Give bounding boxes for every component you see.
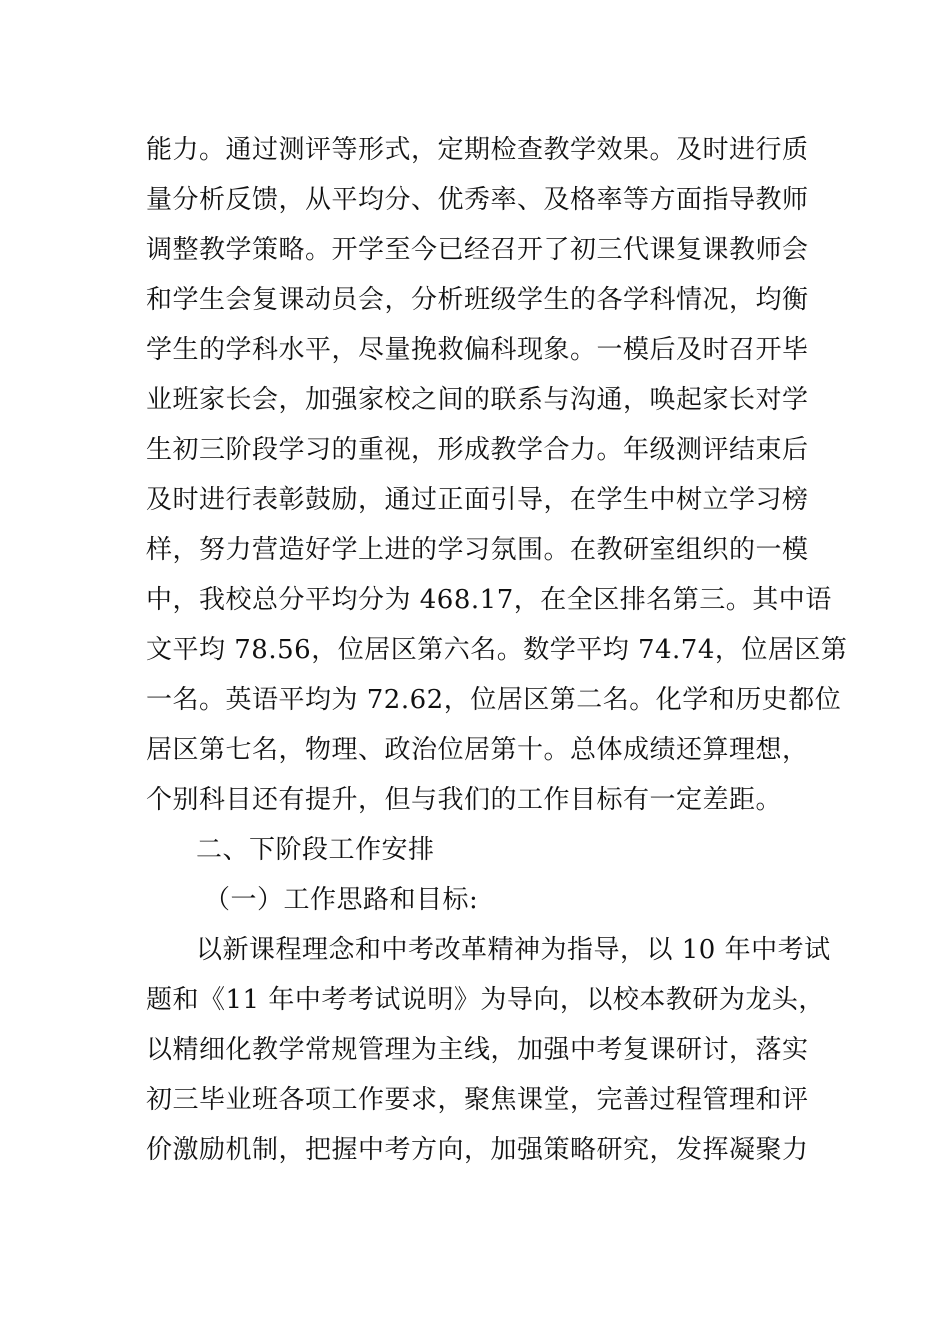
paragraph-line: 以精细化教学常规管理为主线，加强中考复课研讨，落实 <box>146 1035 809 1065</box>
paragraph-line: 及时进行表彰鼓励，通过正面引导，在学生中树立学习榜 <box>146 485 809 515</box>
paragraph-line: 学生的学科水平，尽量挽救偏科现象。一模后及时召开毕 <box>146 335 809 365</box>
paragraph-line: 题和《11 年中考考试说明》为导向，以校本教研为龙头， <box>146 985 825 1015</box>
paragraph-line: 业班家长会，加强家校之间的联系与沟通，唤起家长对学 <box>146 385 809 415</box>
paragraph-line: 文平均 78.56，位居区第六名。数学平均 74.74，位居区第 <box>146 635 848 665</box>
paragraph-line: 能力。通过测评等形式，定期检查教学效果。及时进行质 <box>146 135 809 165</box>
paragraph-line: 调整教学策略。开学至今已经召开了初三代课复课教师会 <box>146 235 809 265</box>
paragraph-line: 初三毕业班各项工作要求，聚焦课堂，完善过程管理和评 <box>146 1085 809 1115</box>
paragraph-line: 居区第七名，物理、政治位居第十。总体成绩还算理想， <box>146 735 809 765</box>
paragraph-line: 样，努力营造好学上进的学习氛围。在教研室组织的一模 <box>146 535 809 565</box>
section-heading: 二、下阶段工作安排 <box>196 835 435 865</box>
paragraph-line: 价激励机制，把握中考方向，加强策略研究，发挥凝聚力 <box>146 1135 809 1165</box>
paragraph-line: 中，我校总分平均分为 468.17，在全区排名第三。其中语 <box>146 585 832 615</box>
paragraph-line: 一名。英语平均为 72.62，位居区第二名。化学和历史都位 <box>146 685 842 715</box>
subsection-heading: （一）工作思路和目标: <box>204 885 479 915</box>
paragraph-line: 以新课程理念和中考改革精神为指导，以 10 年中考试 <box>196 935 831 965</box>
paragraph-line: 和学生会复课动员会，分析班级学生的各学科情况，均衡 <box>146 285 809 315</box>
paragraph-line: 生初三阶段学习的重视，形成教学合力。年级测评结束后 <box>146 435 809 465</box>
paragraph-line: 量分析反馈，从平均分、优秀率、及格率等方面指导教师 <box>146 185 809 215</box>
paragraph-line: 个别科目还有提升，但与我们的工作目标有一定差距。 <box>146 785 783 815</box>
